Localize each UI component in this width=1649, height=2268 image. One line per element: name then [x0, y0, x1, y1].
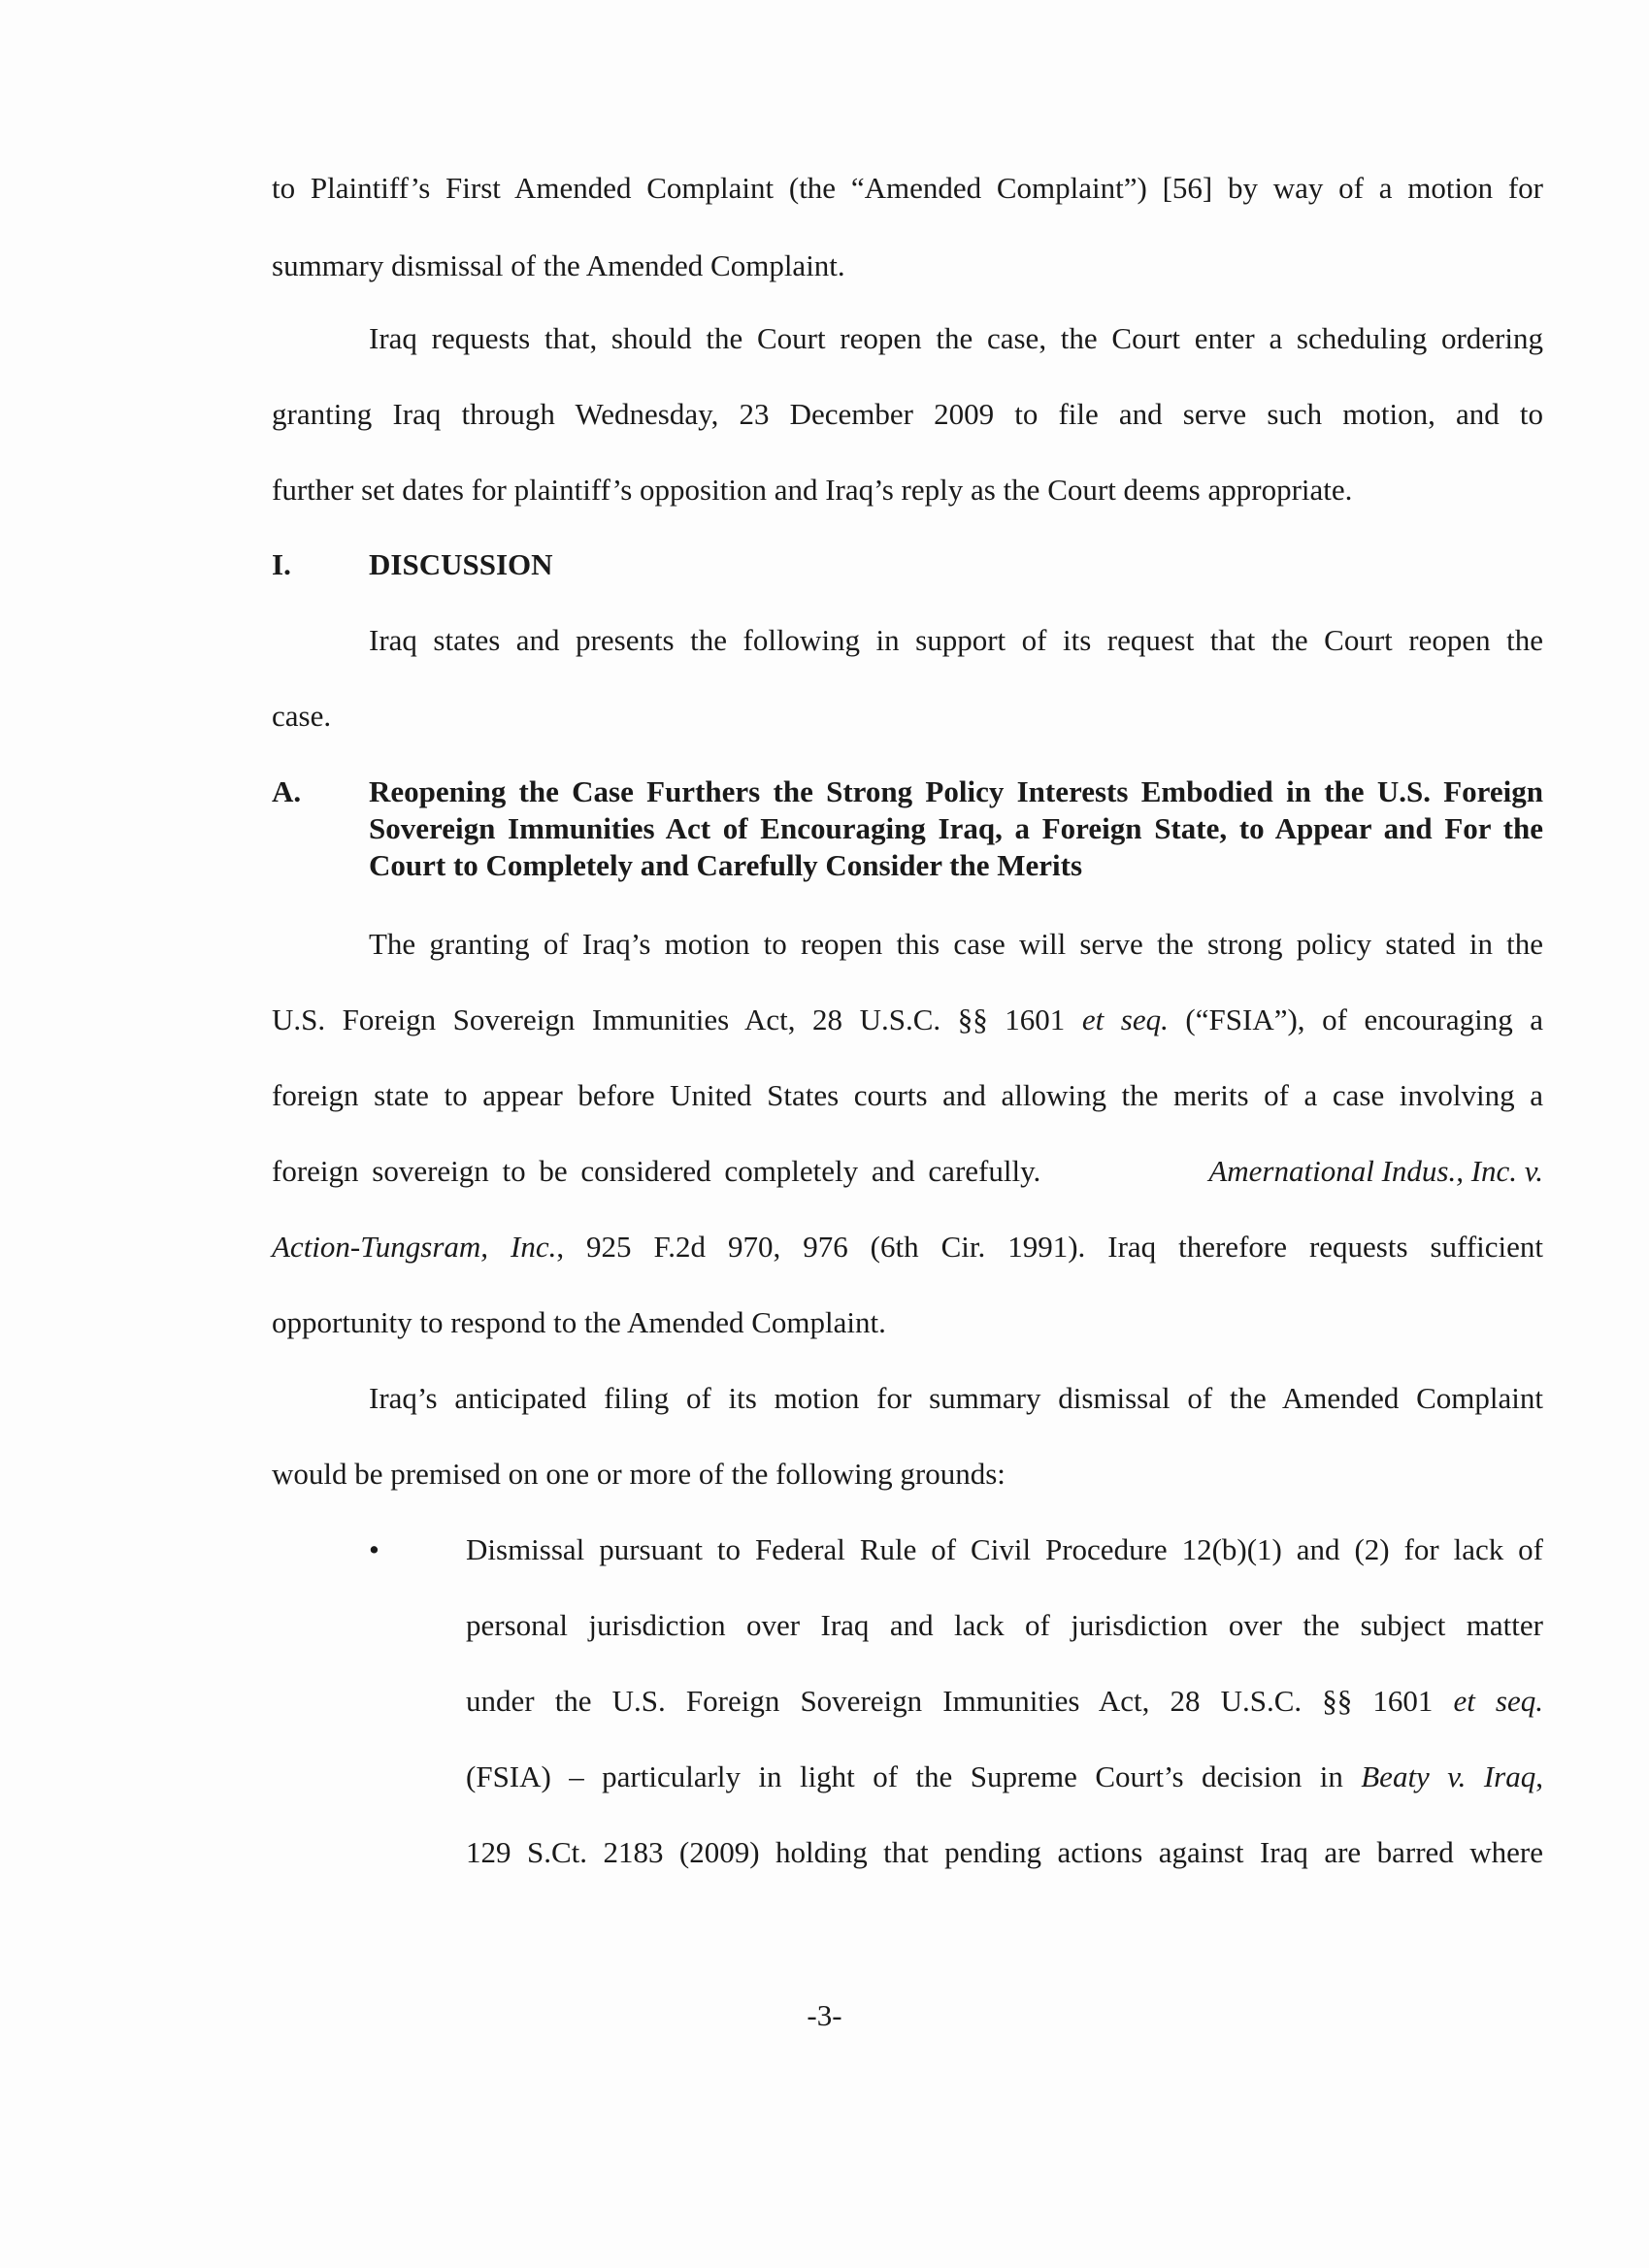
section-heading: DISCUSSION [369, 547, 553, 581]
paragraph-line: further set dates for plaintiff’s opposition and Iraq’s reply as the Court deems appropriate. [272, 473, 1353, 507]
page-number: -3- [807, 1998, 842, 2032]
bullet-line [466, 1758, 1543, 1796]
italic-run: et seq. [1081, 1003, 1169, 1036]
bullet-line: 129 S.Ct. 2183 (2009) holding that pending actions against Iraq are barred where [466, 1835, 1543, 1869]
text-run: foreign sovereign to be considered completely and carefully. [272, 1154, 1041, 1188]
section-number: I. [272, 547, 291, 581]
paragraph-line: Iraq states and presents the following in support of its request that the Court reopen the [369, 623, 1543, 657]
bullet-line: Dismissal pursuant to Federal Rule of Civil Procedure 12(b)(1) and (2) for lack of [466, 1532, 1543, 1566]
subsection-number: A. [272, 774, 302, 808]
paragraph-line [272, 1228, 1543, 1266]
text-run: (“FSIA”), of encouraging a [1168, 1003, 1544, 1036]
bullet-line: personal jurisdiction over Iraq and lack of jurisdiction over the subject matter [466, 1608, 1543, 1642]
paragraph-line: Iraq requests that, should the Court reopen the case, the Court enter a scheduling ordering [369, 321, 1543, 355]
paragraph-line: Iraq’s anticipated filing of its motion for summary dismissal of the Amended Complaint [369, 1381, 1543, 1415]
italic-run: et seq. [1453, 1684, 1544, 1718]
text-run: , [1535, 1759, 1543, 1793]
paragraph-line: case. [272, 699, 332, 733]
paragraph-line: to Plaintiff’s First Amended Complaint (the “Amended Complaint”) [56] by way of a motion for [272, 171, 1543, 205]
case-citation: Beaty v. Iraq [1361, 1759, 1536, 1793]
bullet-line [466, 1682, 1543, 1721]
text-run: (FSIA) – particularly in light of the Supreme Court’s decision in [466, 1759, 1362, 1793]
paragraph-line: would be premised on one or more of the following grounds: [272, 1457, 1006, 1491]
bullet-icon: • [369, 1532, 379, 1566]
case-citation: Amernational Indus., Inc. v. [1208, 1154, 1543, 1188]
paragraph-line [272, 1152, 1543, 1191]
paragraph-line [272, 1001, 1543, 1039]
text-run: under the U.S. Foreign Sovereign Immunities Act, 28 U.S.C. §§ 1601 [466, 1684, 1454, 1718]
subsection-heading: Reopening the Case Furthers the Strong Policy Interests Embodied in the U.S. Foreign Sovereign Immunities Act of Encouraging Iraq, a Foreign State, to Appear and For the Court to Completely and Carefully Consider the Merits [369, 774, 1543, 882]
text-run: , 925 F.2d 970, 976 (6th Cir. 1991). Iraq therefore requests sufficient [556, 1230, 1543, 1264]
paragraph-line: The granting of Iraq’s motion to reopen this case will serve the strong policy stated in the [369, 927, 1543, 961]
paragraph-line: granting Iraq through Wednesday, 23 December 2009 to file and serve such motion, and to [272, 397, 1543, 431]
paragraph-line: opportunity to respond to the Amended Complaint. [272, 1305, 886, 1339]
paragraph-line: foreign state to appear before United States courts and allowing the merits of a case involving a [272, 1078, 1543, 1112]
paragraph-line: summary dismissal of the Amended Complaint. [272, 248, 845, 282]
case-citation: Action-Tungsram, Inc. [272, 1230, 557, 1264]
text-run: U.S. Foreign Sovereign Immunities Act, 28 U.S.C. §§ 1601 [272, 1003, 1082, 1036]
